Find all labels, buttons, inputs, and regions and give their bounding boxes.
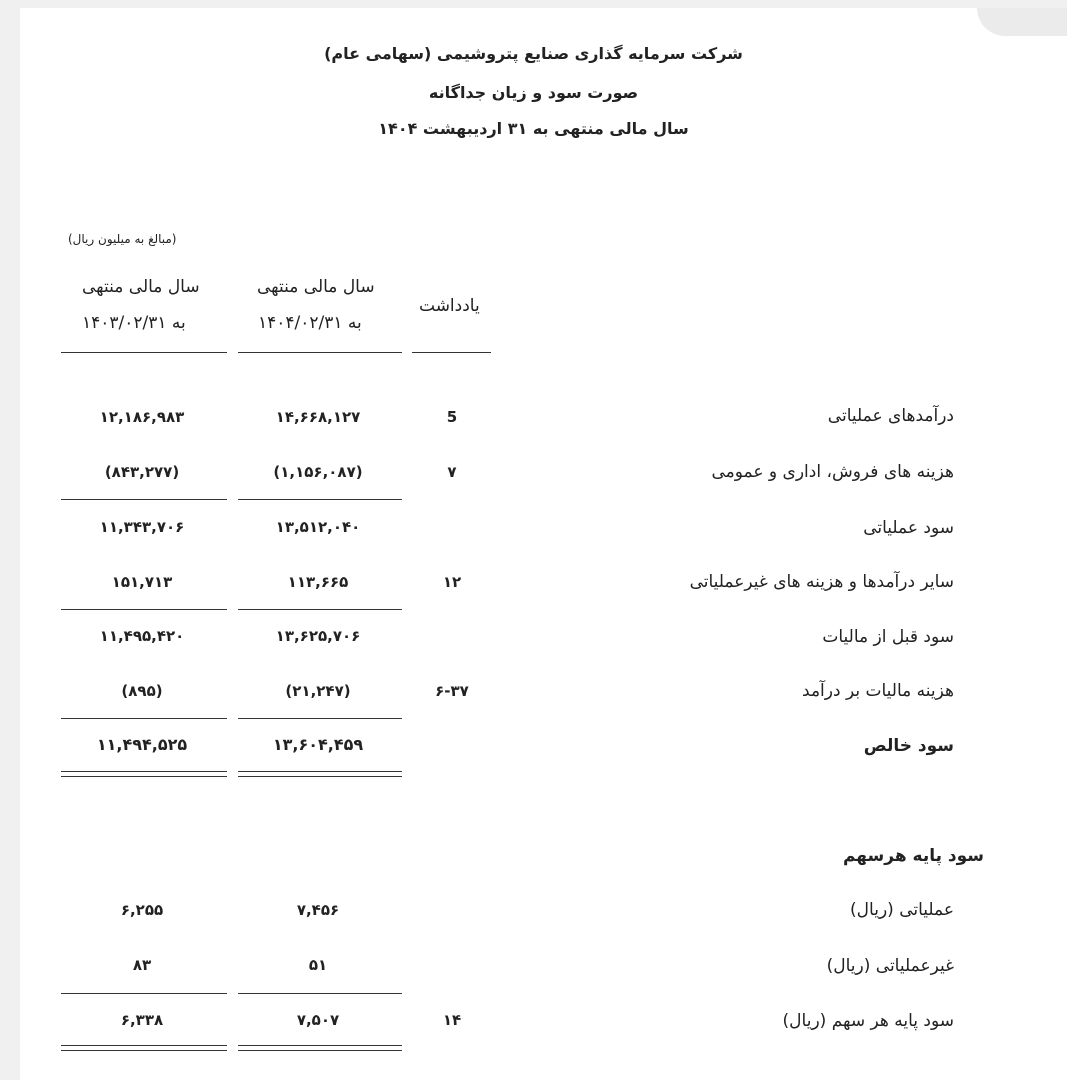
row-prior-value: (۸۴۳,۲۷۷) <box>104 463 180 481</box>
total-double-rule-prior <box>61 771 227 777</box>
eps-double-rule-current <box>238 1045 402 1051</box>
eps-prior-value: ۸۳ <box>132 956 152 974</box>
eps-current-value: ۷,۴۵۶ <box>296 901 340 919</box>
row-label-sga-expenses: هزینه های فروش، اداری و عمومی <box>711 462 954 482</box>
subtotal-rule-current <box>238 499 402 500</box>
row-prior-value: ۱۱,۳۴۳,۷۰۶ <box>99 518 185 536</box>
row-label-operating-profit: سود عملیاتی <box>863 518 954 538</box>
subtotal-rule-prior <box>61 718 227 719</box>
row-label-non-operating: سایر درآمدها و هزینه های غیرعملیاتی <box>689 572 954 592</box>
company-name: شرکت سرمایه گذاری صنایع پتروشیمی (سهامی عام) <box>324 44 743 63</box>
prior-col-header-line2: به ۱۴۰۳/۰۲/۳۱ <box>82 313 186 333</box>
current-col-header-line1: سال مالی منتهی <box>257 277 375 297</box>
row-prior-value: ۱۱,۴۹۵,۴۲۰ <box>99 627 185 645</box>
current-col-header-line2: به ۱۴۰۴/۰۲/۳۱ <box>258 313 362 333</box>
row-label-net-profit: سود خالص <box>863 736 954 756</box>
eps-label-basic: سود پایه هر سهم (ریال) <box>782 1011 954 1031</box>
row-note: ۱۲ <box>442 573 462 591</box>
row-current-value: ۱۱۳,۶۶۵ <box>287 573 349 591</box>
prior-col-header-line1: سال مالی منتهی <box>82 277 200 297</box>
row-prior-value: (۸۹۵) <box>121 682 163 700</box>
row-current-value: ۱۳,۶۲۵,۷۰۶ <box>275 627 361 645</box>
row-prior-value: ۱۵۱,۷۱۳ <box>111 573 173 591</box>
subtotal-rule-current <box>238 609 402 610</box>
subtotal-rule-prior <box>61 499 227 500</box>
row-current-value: ۱۴,۶۶۸,۱۲۷ <box>275 408 361 426</box>
row-current-value: ۱۳,۶۰۴,۴۵۹ <box>272 735 364 754</box>
total-double-rule-current <box>238 771 402 777</box>
row-note: ۶-۳۷ <box>435 682 469 700</box>
subtotal-rule-prior <box>61 609 227 610</box>
statement-title: صورت سود و زیان جداگانه <box>428 83 639 102</box>
note-col-header: یادداشت <box>419 296 480 316</box>
eps-prior-value: ۶,۲۵۵ <box>120 901 164 919</box>
eps-current-value: ۷,۵۰۷ <box>296 1011 340 1029</box>
header-rule-current <box>238 352 402 353</box>
row-label-income-tax: هزینه مالیات بر درآمد <box>802 681 954 701</box>
subtotal-rule-current <box>238 718 402 719</box>
row-label-profit-before-tax: سود قبل از مالیات <box>822 627 954 647</box>
page-corner <box>977 8 1067 36</box>
header-rule-note <box>412 352 491 353</box>
eps-subtotal-rule-current <box>238 993 402 994</box>
row-note: 5 <box>446 408 458 426</box>
row-prior-value: ۱۱,۴۹۴,۵۲۵ <box>96 735 188 754</box>
period-title: سال مالی منتهی به ۳۱ اردیبهشت ۱۴۰۴ <box>378 119 689 138</box>
eps-double-rule-prior <box>61 1045 227 1051</box>
eps-label-operating: عملیاتی (ریال) <box>850 900 954 920</box>
row-note: ۷ <box>447 463 457 481</box>
unit-note: (مبالغ به میلیون ریال) <box>68 232 177 246</box>
eps-section-title: سود پایه هرسهم <box>842 846 984 866</box>
row-current-value: (۲۱,۲۴۷) <box>285 682 351 700</box>
eps-current-value: ۵۱ <box>308 956 328 974</box>
eps-subtotal-rule-prior <box>61 993 227 994</box>
header-rule-prior <box>61 352 227 353</box>
row-label-operating-revenue: درآمدهای عملیاتی <box>827 406 954 426</box>
row-prior-value: ۱۲,۱۸۶,۹۸۳ <box>99 408 185 426</box>
row-current-value: (۱,۱۵۶,۰۸۷) <box>273 463 363 481</box>
eps-label-non-operating: غیرعملیاتی (ریال) <box>826 956 954 976</box>
eps-prior-value: ۶,۳۳۸ <box>120 1011 164 1029</box>
eps-note: ۱۴ <box>442 1011 462 1029</box>
top-strip <box>20 0 1020 8</box>
row-current-value: ۱۳,۵۱۲,۰۴۰ <box>275 518 361 536</box>
